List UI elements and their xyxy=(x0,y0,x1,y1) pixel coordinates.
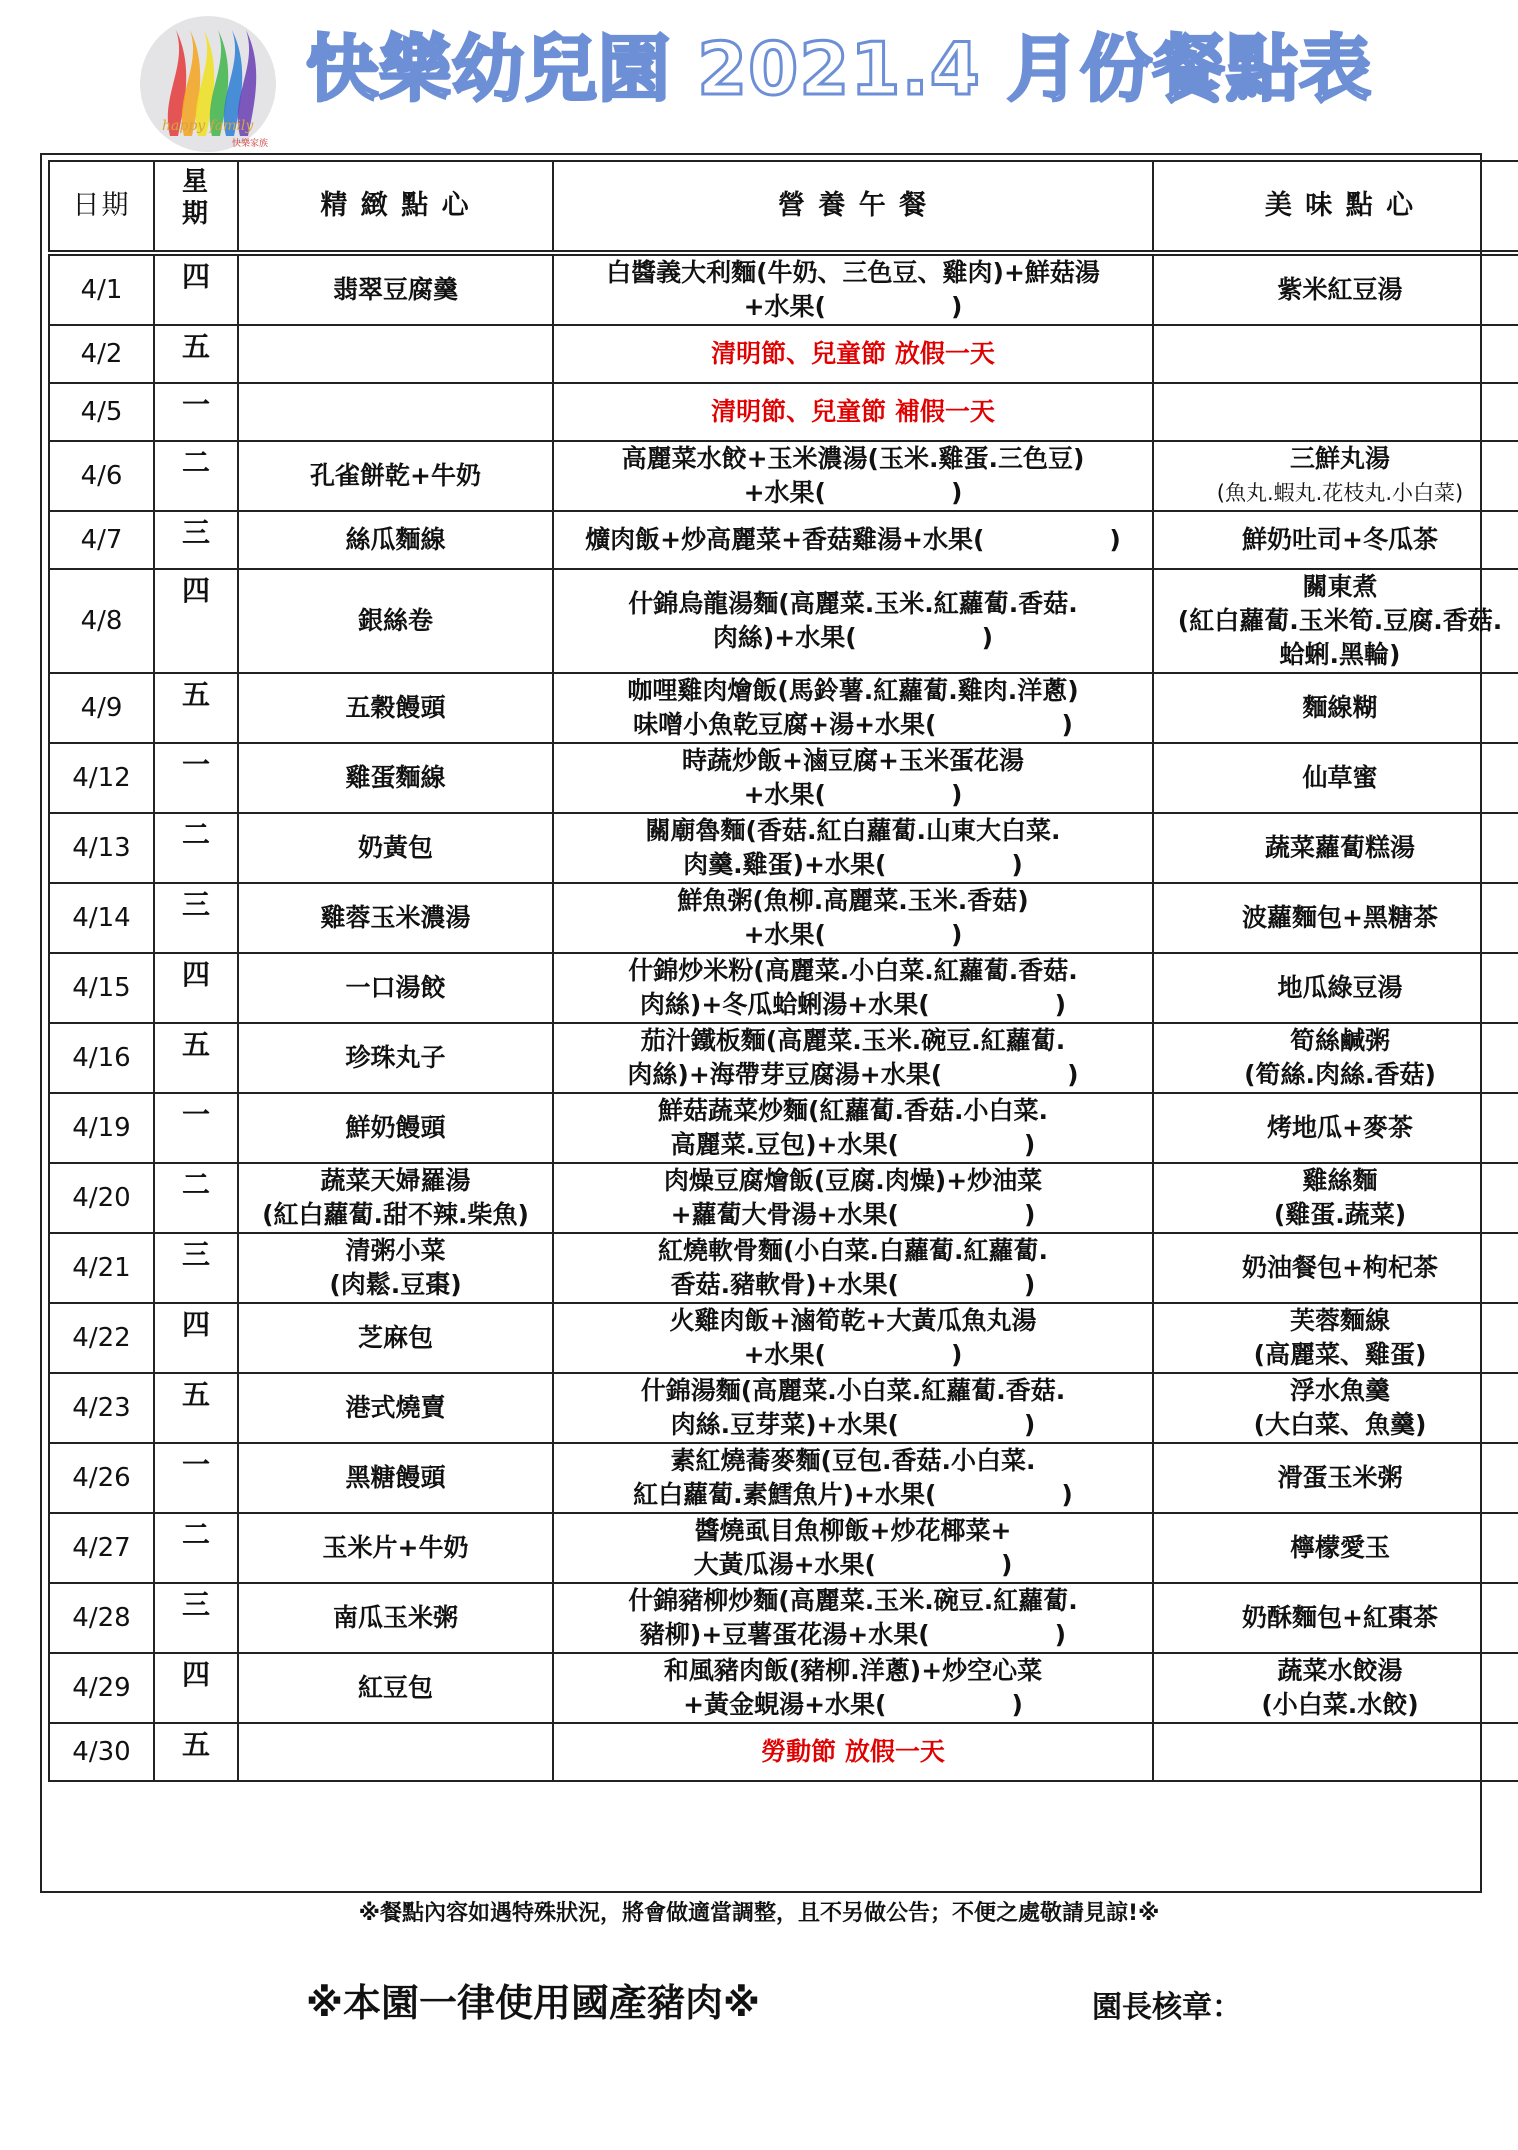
pm-snack-cell xyxy=(1153,1443,1518,1513)
table-row xyxy=(49,511,1518,569)
am-snack-cell xyxy=(238,1233,553,1303)
principal-stamp-label: 園長核章： xyxy=(1092,1990,1242,2025)
am-snack-cell xyxy=(238,1023,553,1093)
cell-line: (高麗菜、雞蛋) xyxy=(1253,1340,1427,1369)
lunch-cell xyxy=(553,325,1153,383)
date-cell: 4/2 xyxy=(49,325,154,383)
page-header xyxy=(0,0,1518,150)
cell-line: 地瓜綠豆湯 xyxy=(1277,973,1403,1002)
lunch-cell xyxy=(553,569,1153,673)
am-snack-cell xyxy=(238,1723,553,1781)
table-row xyxy=(49,743,1518,813)
cell-line: 三鮮丸湯 xyxy=(1289,444,1390,473)
am-snack-cell xyxy=(238,673,553,743)
cell-line: (魚丸.蝦丸.花枝丸.小白菜) xyxy=(1216,481,1464,505)
weekday-cell: 四 xyxy=(154,253,238,325)
am-snack-cell xyxy=(238,1163,553,1233)
lunch-cell xyxy=(553,1583,1153,1653)
cell-line: 紅燒軟骨麵(小白菜.白蘿蔔.紅蘿蔔. xyxy=(658,1236,1048,1265)
cell-line: 蔬菜天婦羅湯 xyxy=(320,1166,471,1195)
cell-line: 關東煮 xyxy=(1302,572,1378,601)
table-row xyxy=(49,1163,1518,1233)
cell-line: +黃金蜆湯+水果( ) xyxy=(683,1690,1023,1719)
cell-line: +水果( ) xyxy=(743,478,963,507)
date-cell: 4/19 xyxy=(49,1093,154,1163)
cell-line: 紅白蘿蔔.素鱈魚片)+水果( ) xyxy=(633,1480,1073,1509)
cell-line: 蛤蜊.黑輪) xyxy=(1279,640,1401,669)
pm-snack-cell xyxy=(1153,441,1518,511)
cell-line: 雞蓉玉米濃湯 xyxy=(320,903,471,932)
header-lunch: 營 養 午 餐 xyxy=(553,161,1153,253)
pm-snack-cell xyxy=(1153,569,1518,673)
lunch-cell xyxy=(553,1443,1153,1513)
am-snack-cell xyxy=(238,1093,553,1163)
date-cell: 4/29 xyxy=(49,1653,154,1723)
table-body xyxy=(49,253,1518,1781)
date-cell: 4/28 xyxy=(49,1583,154,1653)
cell-line: 奶油餐包+枸杞茶 xyxy=(1242,1253,1438,1282)
cell-line: 烤地瓜+麥茶 xyxy=(1267,1113,1413,1142)
lunch-cell xyxy=(553,1163,1153,1233)
lunch-cell xyxy=(553,383,1153,441)
weekday-cell: 一 xyxy=(154,743,238,813)
weekday-cell: 四 xyxy=(154,1653,238,1723)
table-row xyxy=(49,883,1518,953)
date-cell: 4/6 xyxy=(49,441,154,511)
pm-snack-cell xyxy=(1153,1653,1518,1723)
date-cell: 4/1 xyxy=(49,253,154,325)
cell-line: 什錦湯麵(高麗菜.小白菜.紅蘿蔔.香菇. xyxy=(640,1376,1066,1405)
am-snack-cell xyxy=(238,1513,553,1583)
cell-line: +水果( ) xyxy=(743,1340,963,1369)
lunch-cell xyxy=(553,1373,1153,1443)
cell-line: 茄汁鐵板麵(高麗菜.玉米.碗豆.紅蘿蔔. xyxy=(640,1026,1066,1055)
table-row xyxy=(49,953,1518,1023)
logo-text: happy family xyxy=(162,118,254,134)
cell-line: 麵線糊 xyxy=(1302,693,1378,722)
table-row xyxy=(49,1653,1518,1723)
pm-snack-cell xyxy=(1153,673,1518,743)
table-row xyxy=(49,1513,1518,1583)
table-row xyxy=(49,325,1518,383)
cell-line: 高麗菜.豆包)+水果( ) xyxy=(670,1130,1036,1159)
table-row xyxy=(49,1023,1518,1093)
cell-line: 雞絲麵 xyxy=(1302,1166,1378,1195)
date-cell: 4/20 xyxy=(49,1163,154,1233)
cell-line: +水果( ) xyxy=(743,292,963,321)
date-cell: 4/22 xyxy=(49,1303,154,1373)
cell-line: +蘿蔔大骨湯+水果( ) xyxy=(670,1200,1036,1229)
header-dow: 星 期 xyxy=(154,161,238,253)
cell-line: (紅白蘿蔔.甜不辣.柴魚) xyxy=(262,1200,529,1229)
weekday-cell: 四 xyxy=(154,569,238,673)
cell-line: 什錦豬柳炒麵(高麗菜.玉米.碗豆.紅蘿蔔. xyxy=(628,1586,1078,1615)
date-cell: 4/13 xyxy=(49,813,154,883)
cell-line: 清明節、兒童節 補假一天 xyxy=(711,397,995,426)
table-row xyxy=(49,253,1518,325)
am-snack-cell xyxy=(238,383,553,441)
cell-line: 鮮魚粥(魚柳.高麗菜.玉米.香菇) xyxy=(677,886,1029,915)
date-cell: 4/30 xyxy=(49,1723,154,1781)
cell-line: 高麗菜水餃+玉米濃湯(玉米.雞蛋.三色豆) xyxy=(621,444,1085,473)
am-snack-cell xyxy=(238,441,553,511)
cell-line: 南瓜玉米粥 xyxy=(332,1603,458,1632)
lunch-cell xyxy=(553,511,1153,569)
cell-line: 什錦烏龍湯麵(高麗菜.玉米.紅蘿蔔.香菇. xyxy=(628,589,1078,618)
cell-line: 雞蛋麵線 xyxy=(345,763,446,792)
cell-line: 鮮菇蔬菜炒麵(紅蘿蔔.香菇.小白菜. xyxy=(658,1096,1048,1125)
am-snack-cell xyxy=(238,1373,553,1443)
am-snack-cell xyxy=(238,511,553,569)
cell-line: 肉絲.豆芽菜)+水果( ) xyxy=(670,1410,1036,1439)
header-am-snack: 精 緻 點 心 xyxy=(238,161,553,253)
cell-line: 肉羹.雞蛋)+水果( ) xyxy=(683,850,1023,879)
weekday-cell: 五 xyxy=(154,1373,238,1443)
cell-line: 肉絲)+海帶芽豆腐湯+水果( ) xyxy=(627,1060,1079,1089)
weekday-cell: 五 xyxy=(154,673,238,743)
cell-line: 絲瓜麵線 xyxy=(345,525,446,554)
cell-line: 檸檬愛玉 xyxy=(1289,1533,1390,1562)
adjustment-note: ※餐點內容如遇特殊狀況，將會做適當調整，且不另做公告；不便之處敬請見諒!※ xyxy=(358,1901,1160,1926)
table-row xyxy=(49,1443,1518,1513)
lunch-cell xyxy=(553,673,1153,743)
date-cell: 4/14 xyxy=(49,883,154,953)
weekday-cell: 四 xyxy=(154,1303,238,1373)
pm-snack-cell xyxy=(1153,953,1518,1023)
cell-line: (筍絲.肉絲.香菇) xyxy=(1244,1060,1436,1089)
table-row xyxy=(49,813,1518,883)
am-snack-cell xyxy=(238,253,553,325)
lunch-cell xyxy=(553,953,1153,1023)
table-row xyxy=(49,441,1518,511)
lunch-cell xyxy=(553,253,1153,325)
lunch-cell xyxy=(553,1513,1153,1583)
cell-line: 浮水魚羹 xyxy=(1289,1376,1390,1405)
pm-snack-cell xyxy=(1153,1233,1518,1303)
cell-line: 五穀饅頭 xyxy=(345,693,446,722)
date-cell: 4/23 xyxy=(49,1373,154,1443)
am-snack-cell xyxy=(238,743,553,813)
date-cell: 4/7 xyxy=(49,511,154,569)
date-cell: 4/5 xyxy=(49,383,154,441)
am-snack-cell xyxy=(238,569,553,673)
table-row xyxy=(49,383,1518,441)
pm-snack-cell xyxy=(1153,1583,1518,1653)
cell-line: 豬柳)+豆薯蛋花湯+水果( ) xyxy=(639,1620,1067,1649)
cell-line: 孔雀餅乾+牛奶 xyxy=(310,461,481,490)
pm-snack-cell xyxy=(1153,1723,1518,1781)
cell-line: 紅豆包 xyxy=(357,1673,433,1702)
am-snack-cell xyxy=(238,1443,553,1513)
pm-snack-cell xyxy=(1153,511,1518,569)
date-cell: 4/27 xyxy=(49,1513,154,1583)
logo-subtext: 快樂家族 xyxy=(232,139,269,149)
cell-line: 一口湯餃 xyxy=(345,973,446,1002)
date-cell: 4/8 xyxy=(49,569,154,673)
date-cell: 4/16 xyxy=(49,1023,154,1093)
table-header-row xyxy=(49,161,1518,253)
table-row xyxy=(49,1303,1518,1373)
cell-line: 港式燒賣 xyxy=(345,1393,446,1422)
am-snack-cell xyxy=(238,1583,553,1653)
weekday-cell: 一 xyxy=(154,1443,238,1513)
table-row xyxy=(49,1583,1518,1653)
cell-line: 奶黃包 xyxy=(357,833,433,862)
cell-line: 火雞肉飯+滷筍乾+大黃瓜魚丸湯 xyxy=(669,1306,1037,1335)
cell-line: 黑糖饅頭 xyxy=(345,1463,446,1492)
date-cell: 4/26 xyxy=(49,1443,154,1513)
am-snack-cell xyxy=(238,1653,553,1723)
cell-line: 勞動節 放假一天 xyxy=(761,1737,945,1766)
cell-line: +水果( ) xyxy=(743,920,963,949)
header-date: 日期 xyxy=(49,161,154,253)
weekday-cell: 二 xyxy=(154,1163,238,1233)
cell-line: 蔬菜水餃湯 xyxy=(1277,1656,1403,1685)
weekday-cell: 一 xyxy=(154,383,238,441)
weekday-cell: 三 xyxy=(154,1583,238,1653)
cell-line: 芙蓉麵線 xyxy=(1289,1306,1390,1335)
weekday-cell: 三 xyxy=(154,883,238,953)
pm-snack-cell xyxy=(1153,883,1518,953)
lunch-cell xyxy=(553,1723,1153,1781)
cell-line: 玉米片+牛奶 xyxy=(322,1533,469,1562)
cell-line: 大黃瓜湯+水果( ) xyxy=(693,1550,1013,1579)
cell-line: 爌肉飯+炒高麗菜+香菇雞湯+水果( ) xyxy=(585,525,1121,554)
table-row xyxy=(49,1233,1518,1303)
pm-snack-cell xyxy=(1153,383,1518,441)
cell-line: 醬燒虱目魚柳飯+炒花椰菜+ xyxy=(694,1516,1012,1545)
pm-snack-cell xyxy=(1153,1163,1518,1233)
lunch-cell xyxy=(553,1653,1153,1723)
pm-snack-cell xyxy=(1153,325,1518,383)
meal-table xyxy=(48,160,1518,1782)
cell-line: +水果( ) xyxy=(743,780,963,809)
cell-line: 翡翠豆腐羹 xyxy=(332,275,458,304)
cell-line: 芝麻包 xyxy=(357,1323,433,1352)
weekday-cell: 二 xyxy=(154,1513,238,1583)
date-cell: 4/21 xyxy=(49,1233,154,1303)
am-snack-cell xyxy=(238,325,553,383)
cell-line: 味噌小魚乾豆腐+湯+水果( ) xyxy=(633,710,1073,739)
am-snack-cell xyxy=(238,883,553,953)
cell-line: 鮮奶吐司+冬瓜茶 xyxy=(1242,525,1438,554)
date-cell: 4/12 xyxy=(49,743,154,813)
cell-line: 香菇.豬軟骨)+水果( ) xyxy=(670,1270,1036,1299)
pm-snack-cell xyxy=(1153,1513,1518,1583)
weekday-cell: 五 xyxy=(154,1023,238,1093)
lunch-cell xyxy=(553,743,1153,813)
weekday-cell: 五 xyxy=(154,1723,238,1781)
weekday-cell: 一 xyxy=(154,1093,238,1163)
table-row xyxy=(49,1093,1518,1163)
weekday-cell: 三 xyxy=(154,511,238,569)
pm-snack-cell xyxy=(1153,1373,1518,1443)
cell-line: 肉絲)+冬瓜蛤蜊湯+水果( ) xyxy=(639,990,1067,1019)
table-row xyxy=(49,569,1518,673)
lunch-cell xyxy=(553,813,1153,883)
cell-line: 素紅燒蕎麥麵(豆包.香菇.小白菜. xyxy=(670,1446,1036,1475)
date-cell: 4/9 xyxy=(49,673,154,743)
lunch-cell xyxy=(553,1233,1153,1303)
cell-line: 時蔬炒飯+滷豆腐+玉米蛋花湯 xyxy=(682,746,1024,775)
lunch-cell xyxy=(553,883,1153,953)
cell-line: 和風豬肉飯(豬柳.洋蔥)+炒空心菜 xyxy=(663,1656,1043,1685)
cell-line: 筍絲鹹粥 xyxy=(1289,1026,1390,1055)
cell-line: 關廟魯麵(香菇.紅白蘿蔔.山東大白菜. xyxy=(645,816,1061,845)
cell-line: 肉絲)+水果( ) xyxy=(712,623,994,652)
cell-line: 波蘿麵包+黑糖茶 xyxy=(1242,903,1438,932)
am-snack-cell xyxy=(238,813,553,883)
cell-line: 清粥小菜 xyxy=(345,1236,446,1265)
cell-line: 肉燥豆腐燴飯(豆腐.肉燥)+炒油菜 xyxy=(663,1166,1043,1195)
table-row xyxy=(49,1723,1518,1781)
am-snack-cell xyxy=(238,1303,553,1373)
cell-line: 蔬菜蘿蔔糕湯 xyxy=(1264,833,1415,862)
cell-line: 紫米紅豆湯 xyxy=(1277,275,1403,304)
cell-line: 銀絲卷 xyxy=(357,606,433,635)
pm-snack-cell xyxy=(1153,1303,1518,1373)
date-cell: 4/15 xyxy=(49,953,154,1023)
pm-snack-cell xyxy=(1153,253,1518,325)
cell-line: 白醬義大利麵(牛奶、三色豆、雞肉)+鮮菇湯 xyxy=(606,258,1100,287)
lunch-cell xyxy=(553,1023,1153,1093)
weekday-cell: 二 xyxy=(154,813,238,883)
pm-snack-cell xyxy=(1153,813,1518,883)
weekday-cell: 四 xyxy=(154,953,238,1023)
weekday-cell: 二 xyxy=(154,441,238,511)
pork-notice: ※本園一律使用國產豬肉※ xyxy=(306,1981,760,2025)
cell-line: 咖哩雞肉燴飯(馬鈴薯.紅蘿蔔.雞肉.洋蔥) xyxy=(627,676,1079,705)
cell-line: (肉鬆.豆棗) xyxy=(329,1270,462,1299)
cell-line: (大白菜、魚羹) xyxy=(1253,1410,1427,1439)
cell-line: (小白菜.水餃) xyxy=(1261,1690,1419,1719)
page-title: 快樂幼兒園 2021.4 月份餐點表 xyxy=(306,27,1372,111)
cell-line: 奶酥麵包+紅棗茶 xyxy=(1242,1603,1438,1632)
lunch-cell xyxy=(553,441,1153,511)
pm-snack-cell xyxy=(1153,743,1518,813)
pm-snack-cell xyxy=(1153,1023,1518,1093)
am-snack-cell xyxy=(238,953,553,1023)
cell-line: 鮮奶饅頭 xyxy=(345,1113,446,1142)
weekday-cell: 五 xyxy=(154,325,238,383)
header-pm-snack: 美 味 點 心 xyxy=(1153,161,1518,253)
lunch-cell xyxy=(553,1303,1153,1373)
cell-line: (雞蛋.蔬菜) xyxy=(1273,1200,1407,1229)
cell-line: 珍珠丸子 xyxy=(345,1043,446,1072)
cell-line: 滑蛋玉米粥 xyxy=(1277,1463,1403,1492)
pm-snack-cell xyxy=(1153,1093,1518,1163)
weekday-cell: 三 xyxy=(154,1233,238,1303)
table-row xyxy=(49,1373,1518,1443)
lunch-cell xyxy=(553,1093,1153,1163)
cell-line: 什錦炒米粉(高麗菜.小白菜.紅蘿蔔.香菇. xyxy=(628,956,1078,985)
cell-line: 清明節、兒童節 放假一天 xyxy=(711,339,995,368)
cell-line: 仙草蜜 xyxy=(1302,763,1378,792)
table-row xyxy=(49,673,1518,743)
cell-line: (紅白蘿蔔.玉米筍.豆腐.香菇. xyxy=(1177,606,1503,635)
